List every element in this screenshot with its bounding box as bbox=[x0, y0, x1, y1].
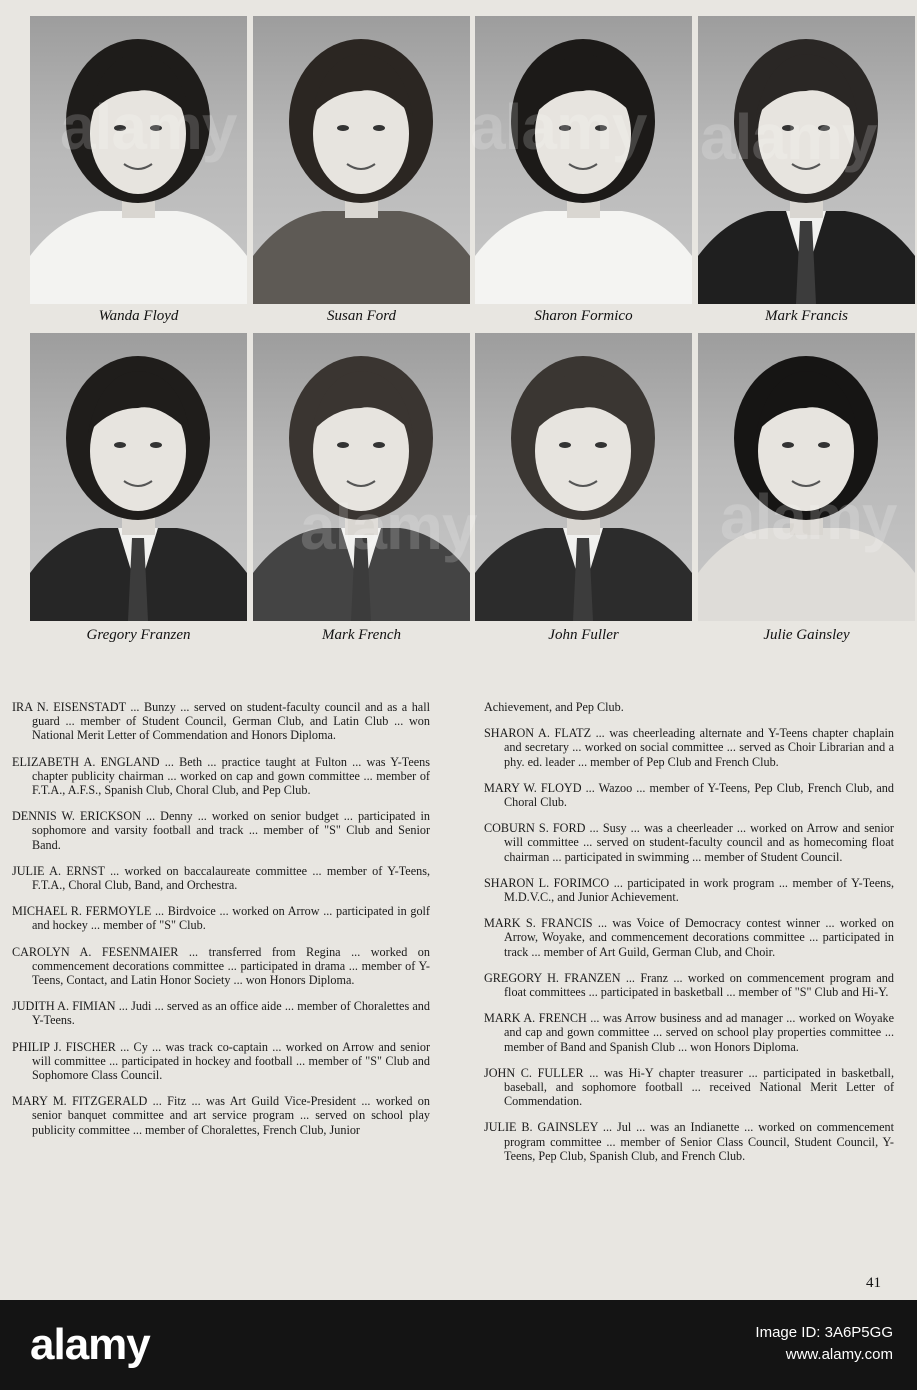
bio-column-right bbox=[484, 700, 894, 1175]
student-portrait bbox=[253, 16, 470, 304]
student-portrait bbox=[30, 16, 247, 304]
portrait-figure bbox=[30, 333, 247, 621]
bio-entry: GREGORY H. FRANZEN ... Franz ... worked on commencement program and float committees ... participated in basketball ... member of "S" Club and Hi-Y. bbox=[484, 970, 894, 1000]
alamy-logo: alamy bbox=[30, 1320, 150, 1369]
portrait-caption: Mark French bbox=[322, 627, 401, 643]
bio-entry: MICHAEL R. FERMOYLE ... Birdvoice ... worked on Arrow ... participated in golf and hockey ... member of "S" Club. bbox=[12, 904, 430, 933]
portrait-caption: Mark Francis bbox=[765, 308, 848, 324]
page-number: 41 bbox=[866, 1275, 881, 1291]
student-portrait bbox=[698, 333, 915, 621]
bio-entry: SHARON A. FLATZ ... was cheerleading alternate and Y-Teens chapter chaplain and secretary ... worked on social committee ... served as Choir Librarian and a phy. ed. leader ... member of Pep Club and French Club. bbox=[484, 726, 894, 769]
portrait-figure bbox=[253, 16, 470, 304]
bio-entry: Achievement, and Pep Club. bbox=[484, 700, 624, 714]
bio-entry: ELIZABETH A. ENGLAND ... Beth ... practice taught at Fulton ... was Y-Teens chapter publicity chairman ... worked on cap and gown committee ... member of F.T.A., A.F.S., Spanish Club, Choral Club, and Pep Club. bbox=[12, 754, 430, 798]
portrait-figure bbox=[30, 16, 247, 304]
footer-info bbox=[755, 1322, 893, 1366]
portrait-caption: Wanda Floyd bbox=[98, 308, 179, 324]
student-portrait bbox=[253, 333, 470, 621]
portrait-figure bbox=[475, 16, 692, 304]
bio-entry: PHILIP J. FISCHER ... Cy ... was track co-captain ... worked on Arrow and senior will committee ... participated in hockey and football ... member of "S" Club and Sophomore Class Council. bbox=[12, 1039, 430, 1083]
bio-entry: MARK S. FRANCIS ... was Voice of Democracy contest winner ... worked on Arrow, Woyake, and commencement decorations committee ... participated in track ... member of Art Guild, German Club, and Choir. bbox=[484, 916, 894, 959]
stock-footer bbox=[0, 1300, 917, 1390]
bio-entry: MARY M. FITZGERALD ... Fitz ... was Art Guild Vice-President ... worked on senior banquet committee and art service program ... served on school play publicity committee ... member of Choralettes, French Club, Junior bbox=[12, 1094, 430, 1137]
portrait-caption: John Fuller bbox=[548, 627, 619, 643]
portrait-figure bbox=[698, 16, 915, 304]
student-portrait bbox=[475, 16, 692, 304]
image-id: Image ID: 3A6P5GG bbox=[755, 1324, 893, 1341]
portrait-figure bbox=[253, 333, 470, 621]
bio-entry: IRA N. EISENSTADT ... Bunzy ... served on student-faculty council and as a hall guard ... member of Student Council, German Club, and Latin Club ... won National Merit Letter of Commendation and Honors Diploma. bbox=[12, 700, 430, 743]
bio-entry: JULIE A. ERNST ... worked on baccalaureate committee ... member of Y-Teens, F.T.A., Choral Club, Band, and Orchestra. bbox=[12, 863, 430, 893]
portrait-caption: Susan Ford bbox=[326, 308, 397, 324]
bio-entry: MARY W. FLOYD ... Wazoo ... member of Y-Teens, Pep Club, French Club, and Choral Club. bbox=[484, 780, 894, 810]
bio-entry: SHARON L. FORIMCO ... participated in work program ... member of Y-Teens, M.D.V.C., and Junior Achievement. bbox=[484, 875, 894, 905]
student-portrait bbox=[698, 16, 915, 304]
portrait-figure bbox=[698, 333, 915, 621]
bio-column-left bbox=[12, 700, 430, 1149]
portrait-caption: Julie Gainsley bbox=[763, 627, 850, 643]
bio-entry: CAROLYN A. FESENMAIER ... transferred from Regina ... worked on commencement decorations committee ... participated in drama ... member of Y-Teens, Contact, and Latin Honor Society ... won Honors Diploma. bbox=[12, 944, 430, 988]
bio-entry: JUDITH A. FIMIAN ... Judi ... served as an office aide ... member of Choralettes and Y-Teens. bbox=[12, 999, 430, 1028]
bio-entry: MARK A. FRENCH ... was Arrow business and ad manager ... worked on Woyake and cap and gown committee ... served on school play properties committee ... member of Band and Spanish Club ... won Honors Diploma. bbox=[484, 1011, 894, 1054]
portrait-caption: Sharon Formico bbox=[534, 308, 633, 324]
bio-entry: DENNIS W. ERICKSON ... Denny ... worked on senior budget ... participated in sophomore and varsity football and track ... member of "S" Club and Senior Band. bbox=[12, 809, 430, 852]
portrait-figure bbox=[475, 333, 692, 621]
bio-entry: JULIE B. GAINSLEY ... Jul ... was an Indianette ... worked on commencement program committee ... member of Senior Class Council, Student Council, Y-Teens, Pep Club, Spanish Club, and French Club. bbox=[484, 1120, 894, 1163]
bio-entry: JOHN C. FULLER ... was Hi-Y chapter treasurer ... participated in basketball, baseball, and sophomore football ... received National Merit Letter of Commendation. bbox=[484, 1065, 894, 1109]
site-url: www.alamy.com bbox=[785, 1346, 893, 1363]
student-portrait bbox=[30, 333, 247, 621]
student-portrait bbox=[475, 333, 692, 621]
portrait-caption: Gregory Franzen bbox=[86, 627, 191, 643]
bio-entry: COBURN S. FORD ... Susy ... was a cheerleader ... worked on Arrow and senior will committee ... served on student-faculty council and as homecoming float chairman ... participated in swimming ... member of Student Council. bbox=[484, 821, 894, 864]
